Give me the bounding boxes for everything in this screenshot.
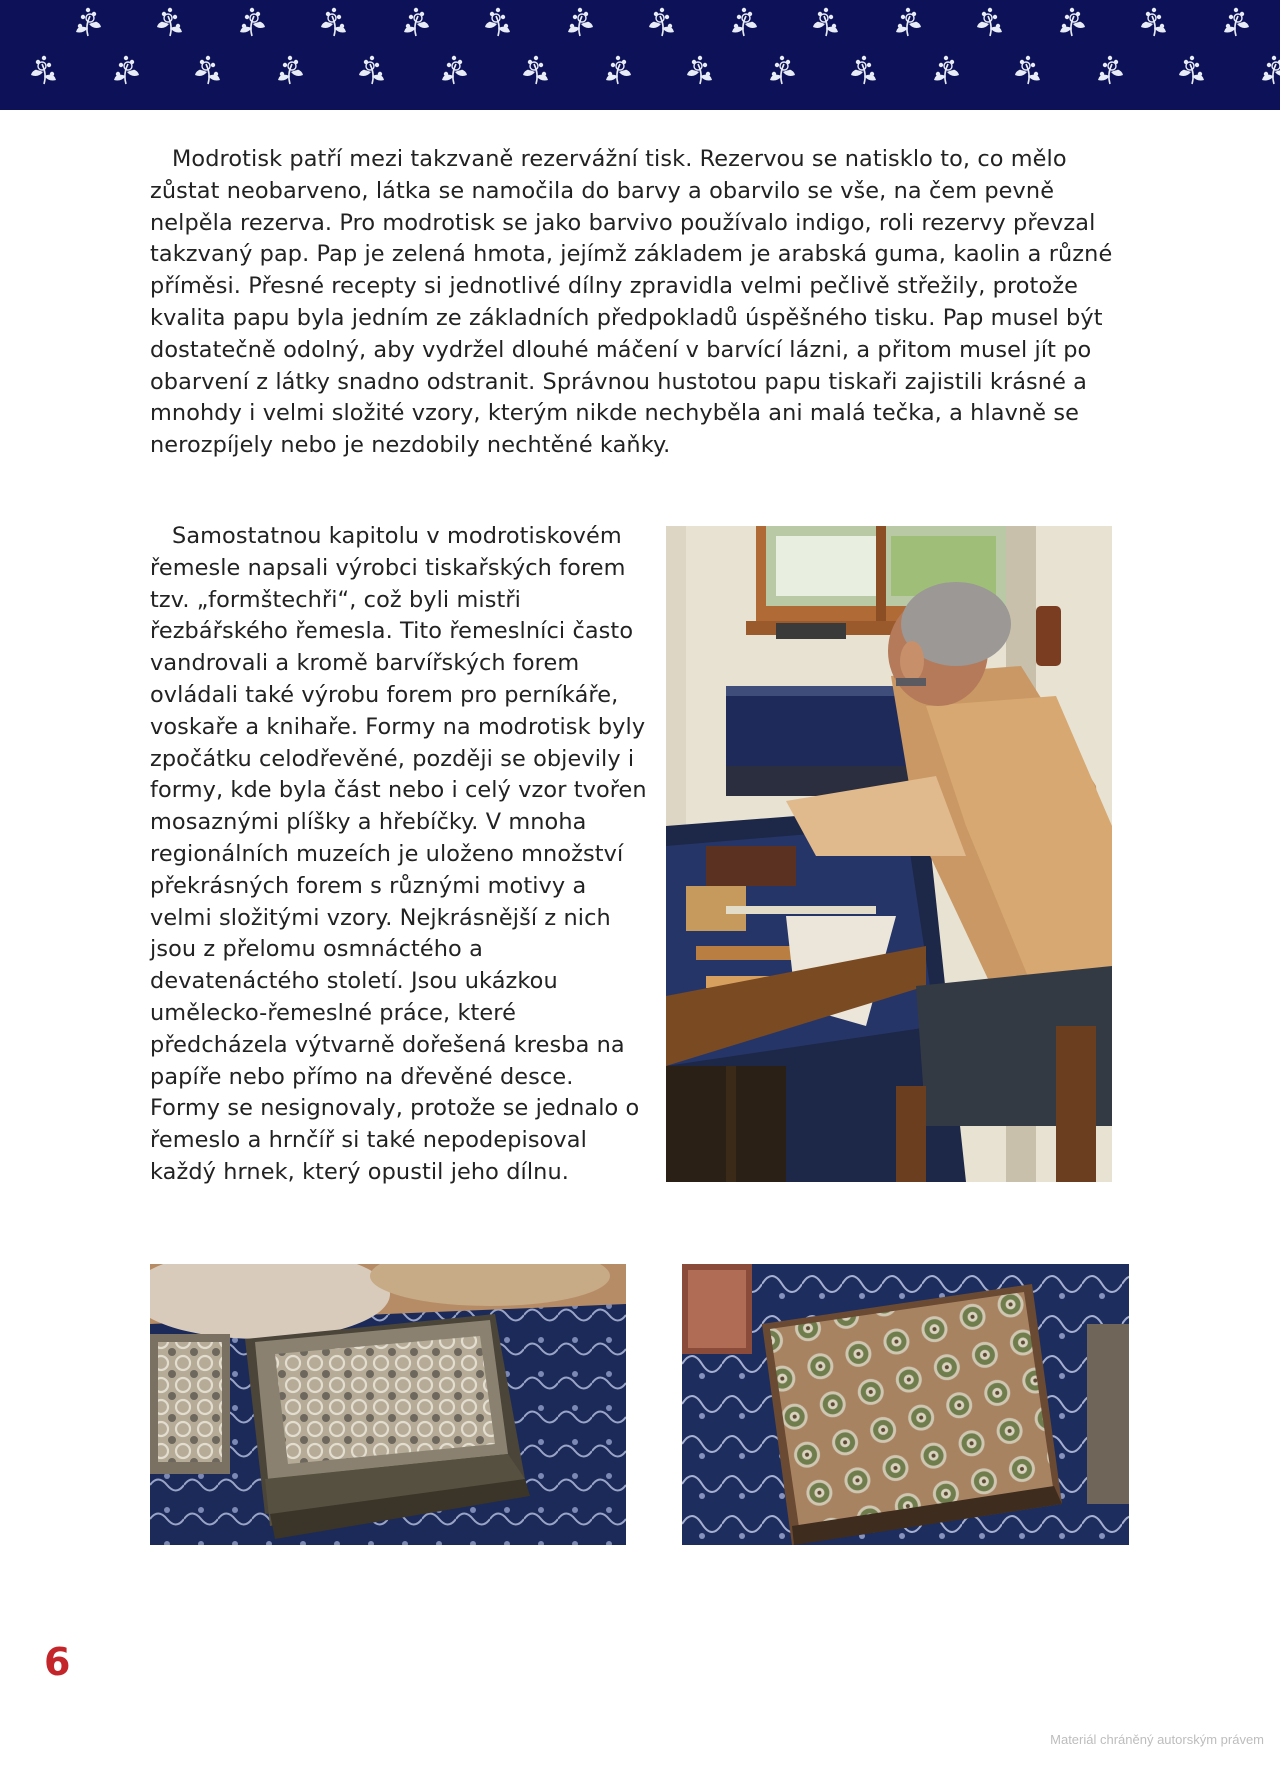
blueprint-flower-sprig-icon	[195, 56, 220, 84]
blueprint-flower-sprig-icon	[649, 8, 674, 36]
blueprint-flower-sprig-icon	[934, 56, 959, 84]
blueprint-flower-sprig-icon	[1141, 8, 1166, 36]
blueprint-flower-sprig-icon	[1015, 56, 1040, 84]
blueprint-flower-sprig-icon	[1224, 8, 1249, 36]
blueprint-flower-sprig-icon	[321, 8, 346, 36]
blueprint-flower-sprig-icon	[770, 56, 795, 84]
blueprint-flower-sprig-icon	[240, 8, 265, 36]
blueprint-flower-sprig-icon	[76, 8, 101, 36]
photo-craftsman-carving-icon	[666, 526, 1112, 1182]
printing-block-photo-2	[682, 1264, 1129, 1545]
blueprint-flower-sprig-icon	[568, 8, 593, 36]
blueprint-flower-sprig-icon	[977, 8, 1002, 36]
blueprint-flower-sprig-icon	[1098, 56, 1123, 84]
blueprint-flower-sprig-icon	[404, 8, 429, 36]
blueprint-flower-sprig-icon	[732, 8, 757, 36]
blueprint-flower-sprig-icon	[114, 56, 139, 84]
craftsman-photo	[666, 526, 1112, 1182]
blueprint-flower-sprig-icon	[31, 56, 56, 84]
printing-block-photo-1	[150, 1264, 626, 1545]
blueprint-flower-sprig-icon	[1179, 56, 1204, 84]
blueprint-flower-sprig-icon	[278, 56, 303, 84]
blueprint-pattern	[0, 0, 1280, 110]
copyright-notice: Materiál chráněný autorským právem	[1050, 1732, 1264, 1747]
blueprint-flower-sprig-icon	[687, 56, 712, 84]
blueprint-flower-sprig-icon	[157, 8, 182, 36]
blueprint-flower-sprig-icon	[813, 8, 838, 36]
formstechri-paragraph: Samostatnou kapitolu v modrotiskovém řemesle napsali výrobci tiskařských forem tzv. „formštechři“, což byli mistři řezbářského řemesla. Tito řemeslníci často vandrovali a kromě barvířských forem ovládali také výrobu forem pro perníkáře, voskaře a knihaře. Formy na modrotisk byly zpočátku celodřevěné, později se objevily i formy, kde byla část nebo i celý vzor tvořen mosaznými plíšky a hřebíčky. V mnoha regionálních muzeích je uloženo množství překrásných forem s různými motivy a velmi složitými vzory. Nejkrásnější z nich jsou z přelomu osmnáctého a devatenáctého století. Jsou ukázkou umělecko-řemeslné práce, které předcházela výtvarně dořešená kresba na papíře nebo přímo na dřevěné desce. Formy se nesignovaly, protože se jednalo o řemeslo a hrnčíř si také nepodepisoval každý hrnek, který opustil jeho dílnu.	[150, 523, 647, 1185]
blueprint-flower-sprig-icon	[359, 56, 384, 84]
blueprint-flower-sprig-icon	[523, 56, 548, 84]
blueprint-flower-sprig-icon	[606, 56, 631, 84]
intro-paragraph: Modrotisk patří mezi takzvaně rezervážní tisk. Rezervou se natisklo to, co mělo zůstat neobarveno, látka se namočila do barvy a obarvilo se vše, na čem pevně nelpěla rezerva. Pro modrotisk se jako barvivo používalo indigo, roli rezervy převzal takzvaný pap. Pap je zelená hmota, jejímž základem je arabská guma, kaolin a různé příměsi. Přesné recepty si jednotlivé dílny zpravidla velmi pečlivě střežily, protože kvalita papu byla jedním ze základních předpokladů úspěšného tisku. Pap musel být dostatečně odolný, aby vydržel dlouhé máčení v barvící lázni, a přitom musel jít po obarvení z látky snadno odstranit. Správnou hustotou papu tiskaři zajistili krásné a mnohdy i velmi složité vzory, kterým nikde nechyběla ani malá tečka, a hlavně se nerozpíjely nebo je nezdobily nechtěné kaňky.	[150, 146, 1113, 459]
blueprint-flower-sprig-icon	[851, 56, 876, 84]
blueprint-flower-sprig-icon	[1060, 8, 1085, 36]
photo-printing-block-lattice-icon	[150, 1264, 626, 1545]
blueprint-flower-sprig-icon	[442, 56, 467, 84]
photo-printing-block-flowers-icon	[682, 1264, 1129, 1545]
blueprint-flower-sprig-icon	[1262, 56, 1280, 84]
blueprint-flower-sprig-icon	[896, 8, 921, 36]
page-number: 6	[44, 1640, 71, 1684]
header-banner	[0, 0, 1280, 110]
blueprint-flower-sprig-icon	[485, 8, 510, 36]
